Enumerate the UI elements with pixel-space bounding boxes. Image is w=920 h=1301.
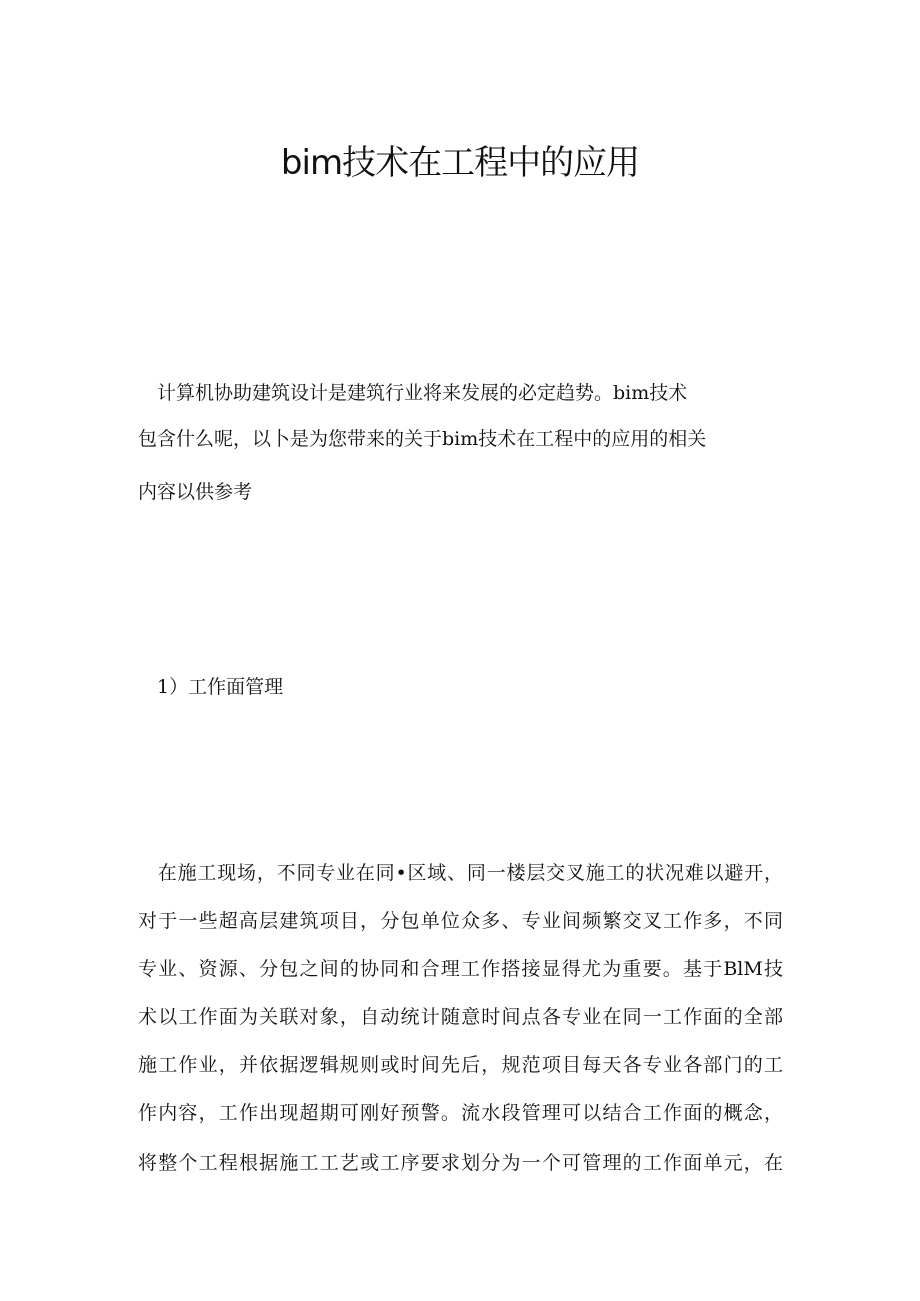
body-line-2: 对于一些超高层建筑项目，分包单位众多、专业间频繁交叉工作多，不同 [138, 910, 783, 932]
document-title: bim技术在工程中的应用 [280, 143, 640, 183]
intro-line-2: 包含什么呢，以卜是为您带来的关于bim技术在工程中的应用的相关 [138, 428, 707, 450]
body-line-3: 专业、资源、分包之间的协同和合理工作搭接显得尤为重要。基于BlM技 [138, 958, 783, 980]
section-heading: 1）工作面管理 [138, 676, 284, 698]
body-line-4: 术以工作面为关联对象，自动统计随意时间点各专业在同一工作面的全部 [138, 1006, 783, 1028]
body-line-1: 在施工现场，不同专业在同•区域、同一楼层交叉施工的状况难以避开， [138, 862, 783, 884]
intro-line-3: 内容以供参考 [138, 481, 253, 503]
body-line-6: 作内容，工作出现超期可刚好预警。流水段管理可以结合工作面的概念， [138, 1102, 783, 1124]
body-line-7: 将整个工程根据施工工艺或工序要求划分为一个可管理的工作面单元，在 [138, 1152, 783, 1174]
intro-line-1: 计算机协助建筑设计是建筑行业将来发展的必定趋势。bim技术 [138, 382, 688, 404]
body-line-5: 施工作业，并依据逻辑规则或时间先后，规范项目每天各专业各部门的工 [138, 1054, 783, 1076]
